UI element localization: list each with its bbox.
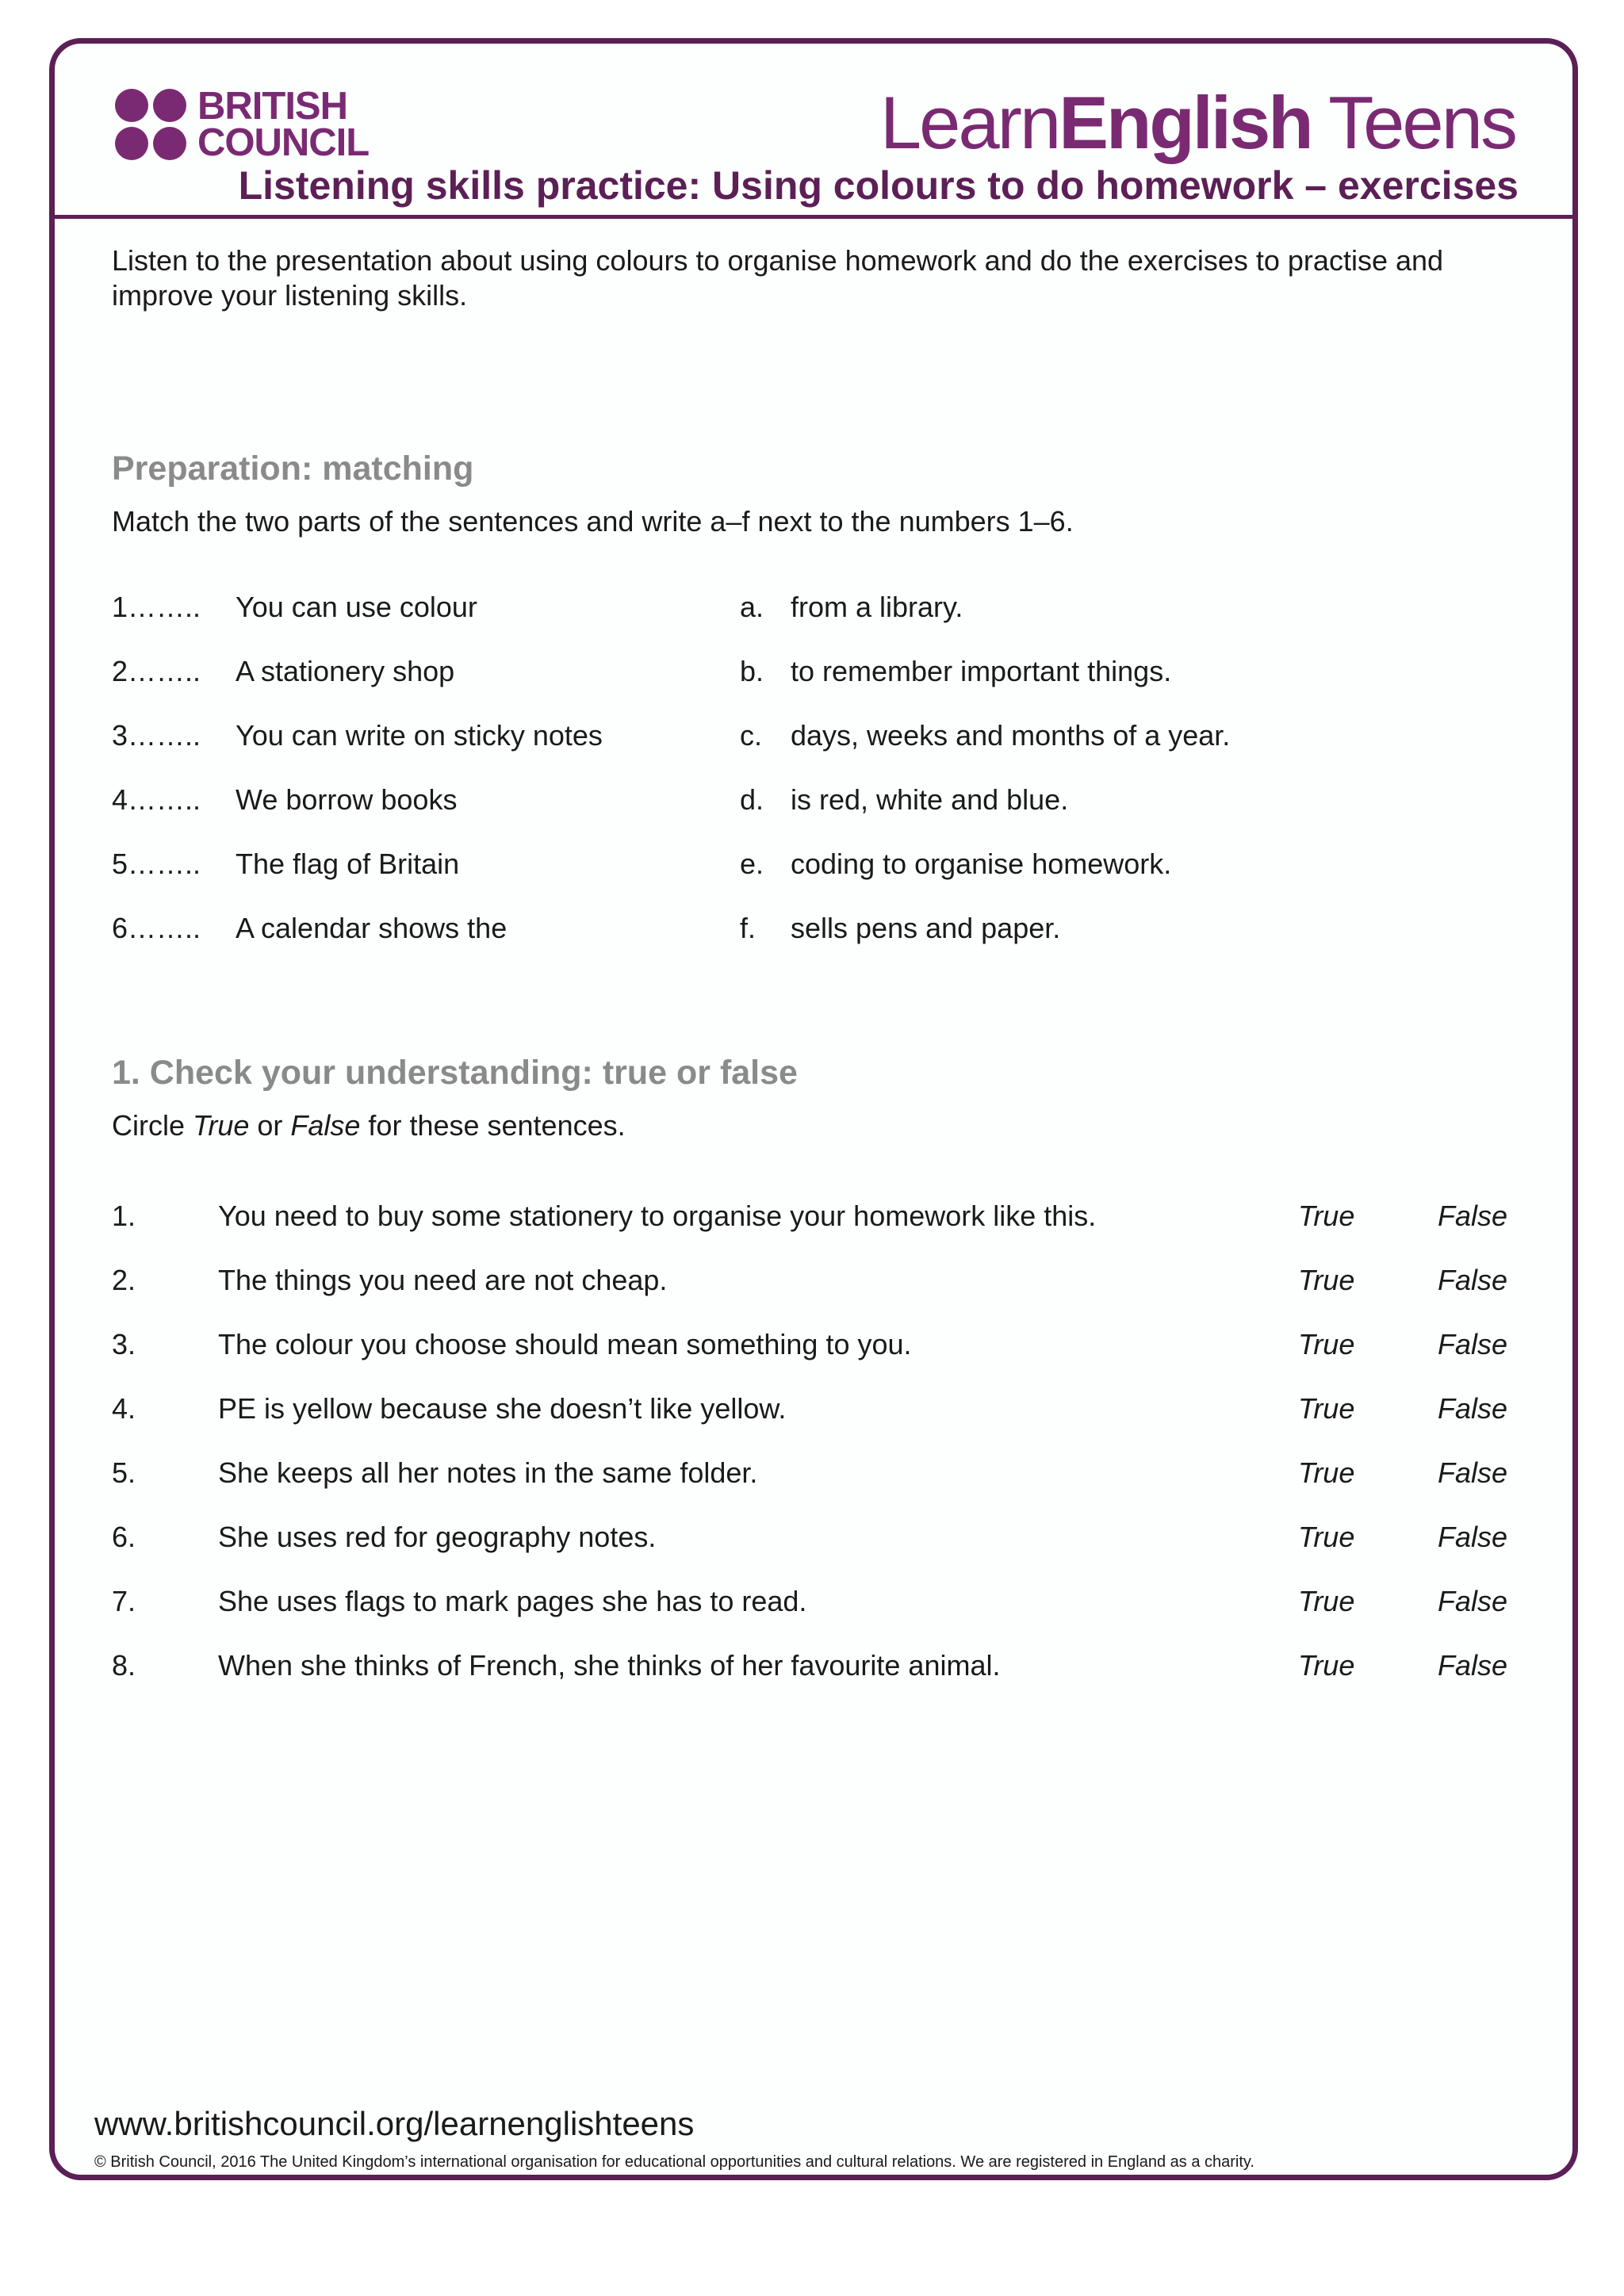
true-false-row <box>112 1392 1555 1427</box>
match-right-part: coding to organise homework. <box>791 848 1172 880</box>
true-option[interactable]: True <box>1298 1200 1355 1232</box>
true-false-row <box>112 1585 1555 1620</box>
match-letter: d. <box>740 783 764 816</box>
match-row <box>112 591 1539 626</box>
statement-text: You need to buy some stationery to organise your homework like this. <box>218 1200 1097 1232</box>
statement-text: The colour you choose should mean something to you. <box>218 1328 912 1360</box>
statement-number: 6. <box>112 1521 136 1553</box>
match-number: 2…….. <box>112 655 201 687</box>
worksheet-frame <box>49 38 1578 2180</box>
match-number: 3…….. <box>112 719 201 752</box>
true-false-row <box>112 1328 1555 1363</box>
statement-text: The things you need are not cheap. <box>218 1264 668 1296</box>
statement-number: 5. <box>112 1456 136 1489</box>
footer-copyright: © British Council, 2016 The United Kingdom’s international organisation for educational opportunities and cultural relations. We are registered in England as a charity. <box>94 2153 1254 2171</box>
statement-text: PE is yellow because she doesn’t like yellow. <box>218 1392 787 1425</box>
match-right-part: is red, white and blue. <box>791 783 1069 816</box>
match-row <box>112 783 1539 818</box>
match-row <box>112 912 1539 947</box>
true-false-row <box>112 1264 1555 1299</box>
true-option[interactable]: True <box>1298 1649 1355 1682</box>
false-option[interactable]: False <box>1438 1200 1508 1232</box>
false-option[interactable]: False <box>1438 1328 1508 1360</box>
learnenglish-teens-brand: LearnEnglish Teens <box>879 81 1515 164</box>
match-left-part: A stationery shop <box>236 655 455 687</box>
statement-number: 2. <box>112 1264 136 1296</box>
match-letter: b. <box>740 655 764 687</box>
match-number: 4…….. <box>112 783 201 816</box>
match-left-part: The flag of Britain <box>236 848 460 880</box>
match-right-part: days, weeks and months of a year. <box>791 719 1231 752</box>
match-left-part: You can write on sticky notes <box>236 719 603 752</box>
statement-text: She keeps all her notes in the same folder. <box>218 1456 758 1489</box>
match-row <box>112 848 1539 882</box>
preparation-heading: Preparation: matching <box>112 450 474 488</box>
statement-number: 8. <box>112 1649 136 1682</box>
statement-number: 3. <box>112 1328 136 1360</box>
statement-text: She uses flags to mark pages she has to read. <box>218 1585 807 1617</box>
statement-text: When she thinks of French, she thinks of her favourite animal. <box>218 1649 1001 1682</box>
match-letter: e. <box>740 848 764 880</box>
false-option[interactable]: False <box>1438 1649 1508 1682</box>
true-option[interactable]: True <box>1298 1585 1355 1617</box>
match-left-part: We borrow books <box>236 783 458 816</box>
match-letter: a. <box>740 591 764 623</box>
match-row <box>112 655 1539 690</box>
statement-number: 1. <box>112 1200 136 1232</box>
true-option[interactable]: True <box>1298 1328 1355 1360</box>
false-option[interactable]: False <box>1438 1456 1508 1489</box>
logo-text: BRITISH COUNCIL <box>197 85 370 164</box>
match-row <box>112 719 1539 754</box>
logo-dots-icon <box>115 89 186 160</box>
false-option[interactable]: False <box>1438 1392 1508 1425</box>
british-council-logo <box>115 85 370 164</box>
true-false-row <box>112 1649 1555 1684</box>
preparation-instruction: Match the two parts of the sentences and write a–f next to the numbers 1–6. <box>112 505 1074 538</box>
false-option[interactable]: False <box>1438 1264 1508 1296</box>
check-instruction: Circle True or False for these sentences. <box>112 1109 626 1142</box>
match-letter: c. <box>740 719 763 752</box>
true-option[interactable]: True <box>1298 1392 1355 1425</box>
match-left-part: A calendar shows the <box>236 912 508 944</box>
true-false-row <box>112 1521 1555 1556</box>
check-heading: 1. Check your understanding: true or false <box>112 1054 798 1092</box>
match-number: 1…….. <box>112 591 201 623</box>
match-right-part: sells pens and paper. <box>791 912 1061 944</box>
statement-number: 7. <box>112 1585 136 1617</box>
match-right-part: to remember important things. <box>791 655 1172 687</box>
false-option[interactable]: False <box>1438 1521 1508 1553</box>
true-option[interactable]: True <box>1298 1264 1355 1296</box>
intro-text: Listen to the presentation about using colours to organise homework and do the exercises to practise and improve your listening skills. <box>112 244 1444 312</box>
statement-number: 4. <box>112 1392 136 1425</box>
false-option[interactable]: False <box>1438 1585 1508 1617</box>
footer-url[interactable]: www.britishcouncil.org/learnenglishteens <box>94 2105 695 2142</box>
match-left-part: You can use colour <box>236 591 477 623</box>
match-number: 5…….. <box>112 848 201 880</box>
header-divider <box>55 215 1572 219</box>
true-option[interactable]: True <box>1298 1521 1355 1553</box>
statement-text: She uses red for geography notes. <box>218 1521 657 1553</box>
true-false-row <box>112 1456 1555 1491</box>
match-letter: f. <box>740 912 756 944</box>
match-right-part: from a library. <box>791 591 963 623</box>
true-option[interactable]: True <box>1298 1456 1355 1489</box>
match-number: 6…….. <box>112 912 201 944</box>
page-title: Listening skills practice: Using colours to do homework – exercises <box>238 163 1519 208</box>
true-false-row <box>112 1200 1555 1234</box>
